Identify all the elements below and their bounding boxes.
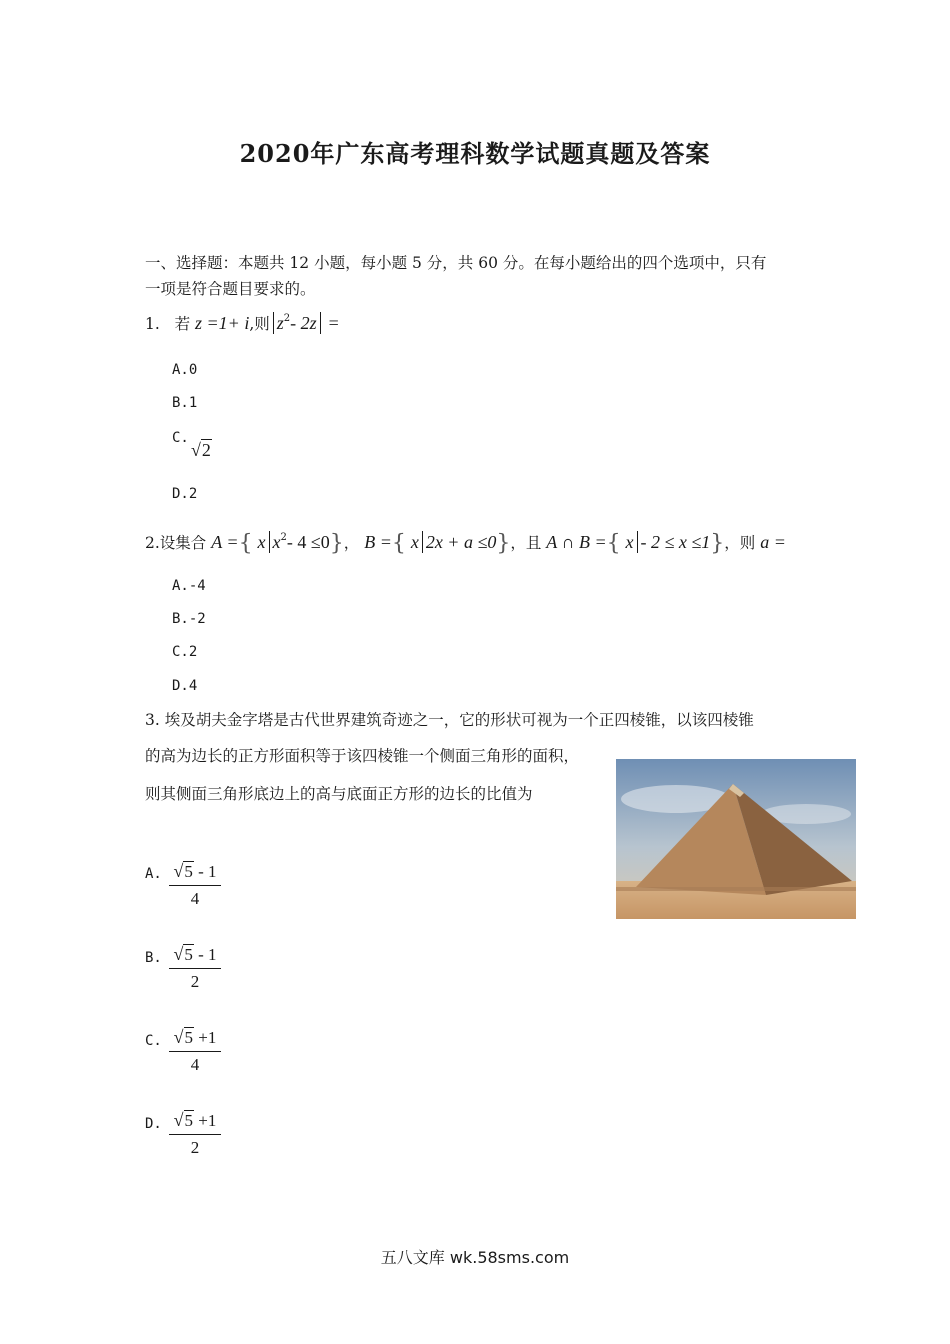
q2-sep2: ，且 bbox=[510, 534, 542, 552]
q3-option-b-op: - 1 bbox=[198, 945, 217, 964]
q3-option-c-denominator: 4 bbox=[190, 1055, 200, 1074]
q2-intersection-open: { bbox=[606, 531, 621, 556]
q1-option-c-radicand: 2 bbox=[201, 440, 211, 460]
q3-option-b-fraction: √5 - 1 2 bbox=[169, 944, 221, 992]
q3-line3: 则其侧面三角形底边上的高与底面正方形的边长的比值为 bbox=[145, 785, 533, 803]
q3-option-d-radicand: 5 bbox=[184, 1111, 194, 1130]
q2-set-b-close: } bbox=[496, 531, 511, 556]
q2-intersection-lhs: A ∩ B = bbox=[546, 532, 607, 552]
q3-line1: 3. 埃及胡夫金字塔是古代世界建筑奇迹之一，它的形状可视为一个正四棱锥，以该四棱锥 bbox=[145, 711, 754, 729]
q1-prefix: 若 bbox=[174, 315, 191, 333]
q1-option-c: C. bbox=[172, 430, 189, 446]
q3-option-c-op: +1 bbox=[198, 1028, 217, 1047]
q3-option-c-fraction: √5 +1 4 bbox=[169, 1027, 221, 1075]
q2-intersection-condition: - 2 ≤ x ≤1 bbox=[640, 532, 711, 552]
pyramid-photo bbox=[616, 759, 856, 919]
page-footer-watermark: 五八文库 wk.58sms.com bbox=[380, 1248, 570, 1267]
section-instructions-line1: 一、选择题：本题共 12 小题，每小题 5 分，共 60 分。在每小题给出的四个选项中，只有 bbox=[145, 254, 767, 272]
q2-option-d: D.4 bbox=[172, 678, 198, 694]
q3-option-a-op: - 1 bbox=[198, 862, 217, 881]
question-2-stem bbox=[145, 525, 786, 557]
q3-option-a-radicand: 5 bbox=[184, 862, 193, 881]
q3-option-a-label: A. bbox=[145, 866, 162, 882]
q2-sep3: ，则 bbox=[724, 534, 756, 552]
q2-intersection-close: } bbox=[710, 531, 725, 556]
q1-option-a: A.0 bbox=[172, 362, 198, 378]
q3-option-b-denominator: 2 bbox=[190, 972, 200, 991]
q3-option-d-label: D. bbox=[145, 1116, 162, 1132]
q1-option-c-sqrt: √2 bbox=[191, 440, 211, 460]
q1-expr-rest: - 2z bbox=[290, 313, 317, 333]
q3-option-a-fraction: √5 - 1 4 bbox=[169, 861, 221, 909]
q2-set-b-var: x bbox=[410, 532, 419, 552]
q2-sep1: ， bbox=[343, 534, 360, 552]
q3-option-c-radicand: 5 bbox=[184, 1028, 194, 1047]
q1-abs-right bbox=[320, 312, 321, 334]
question-1-stem bbox=[145, 306, 339, 337]
q2-set-b-sep bbox=[422, 531, 423, 553]
q3-option-b-label: B. bbox=[145, 950, 162, 966]
q1-abs-left bbox=[273, 312, 274, 334]
q3-line2: 的高为边长的正方形面积等于该四棱锥一个侧面三角形的面积， bbox=[145, 747, 580, 765]
q3-option-d-denominator: 2 bbox=[190, 1138, 200, 1157]
q1-option-d: D.2 bbox=[172, 486, 198, 502]
q2-intersection-var: x bbox=[625, 532, 634, 552]
q2-set-b-open: { bbox=[391, 531, 406, 556]
q1-z-definition: z =1+ i bbox=[195, 313, 250, 333]
q2-set-a-open: { bbox=[238, 531, 253, 556]
q1-expr-z: z bbox=[276, 313, 284, 333]
q1-expr-exponent: 2 bbox=[283, 313, 291, 324]
q2-set-b-condition: 2x + a ≤0 bbox=[425, 532, 497, 552]
q2-option-a: A.-4 bbox=[172, 578, 206, 594]
q2-option-c: C.2 bbox=[172, 644, 198, 660]
q1-then: ,则 bbox=[249, 315, 270, 333]
q2-number: 2. bbox=[145, 534, 160, 552]
q3-option-a-denominator: 4 bbox=[190, 889, 200, 908]
q2-set-a-x: x bbox=[272, 532, 281, 552]
q3-option-d-fraction: √5 +1 2 bbox=[169, 1110, 221, 1158]
q2-intersection-sep bbox=[637, 531, 638, 553]
q2-set-a-exponent: 2 bbox=[280, 532, 287, 543]
q2-set-b-lhs: B = bbox=[364, 532, 392, 552]
q1-number: 1. bbox=[145, 315, 160, 333]
q2-ask: a = bbox=[760, 532, 786, 552]
q3-option-b-radicand: 5 bbox=[184, 945, 193, 964]
q3-option-d-op: +1 bbox=[198, 1111, 217, 1130]
section-instructions-line2: 一项是符合题目要求的。 bbox=[145, 280, 316, 298]
q2-option-b: B.-2 bbox=[172, 611, 206, 627]
q2-set-a-close: } bbox=[329, 531, 344, 556]
q1-equals: = bbox=[328, 313, 339, 333]
q2-set-a-lhs: A = bbox=[211, 532, 239, 552]
document-title: 2020年广东高考理科数学试题真题及答案 bbox=[239, 139, 711, 168]
q1-option-b: B.1 bbox=[172, 395, 198, 411]
q2-set-a-sep bbox=[269, 531, 270, 553]
q3-option-c-label: C. bbox=[145, 1033, 162, 1049]
q2-set-a-var: x bbox=[257, 532, 266, 552]
q2-set-a-condition: - 4 ≤0 bbox=[286, 532, 330, 552]
q2-text: 设集合 bbox=[159, 534, 207, 552]
